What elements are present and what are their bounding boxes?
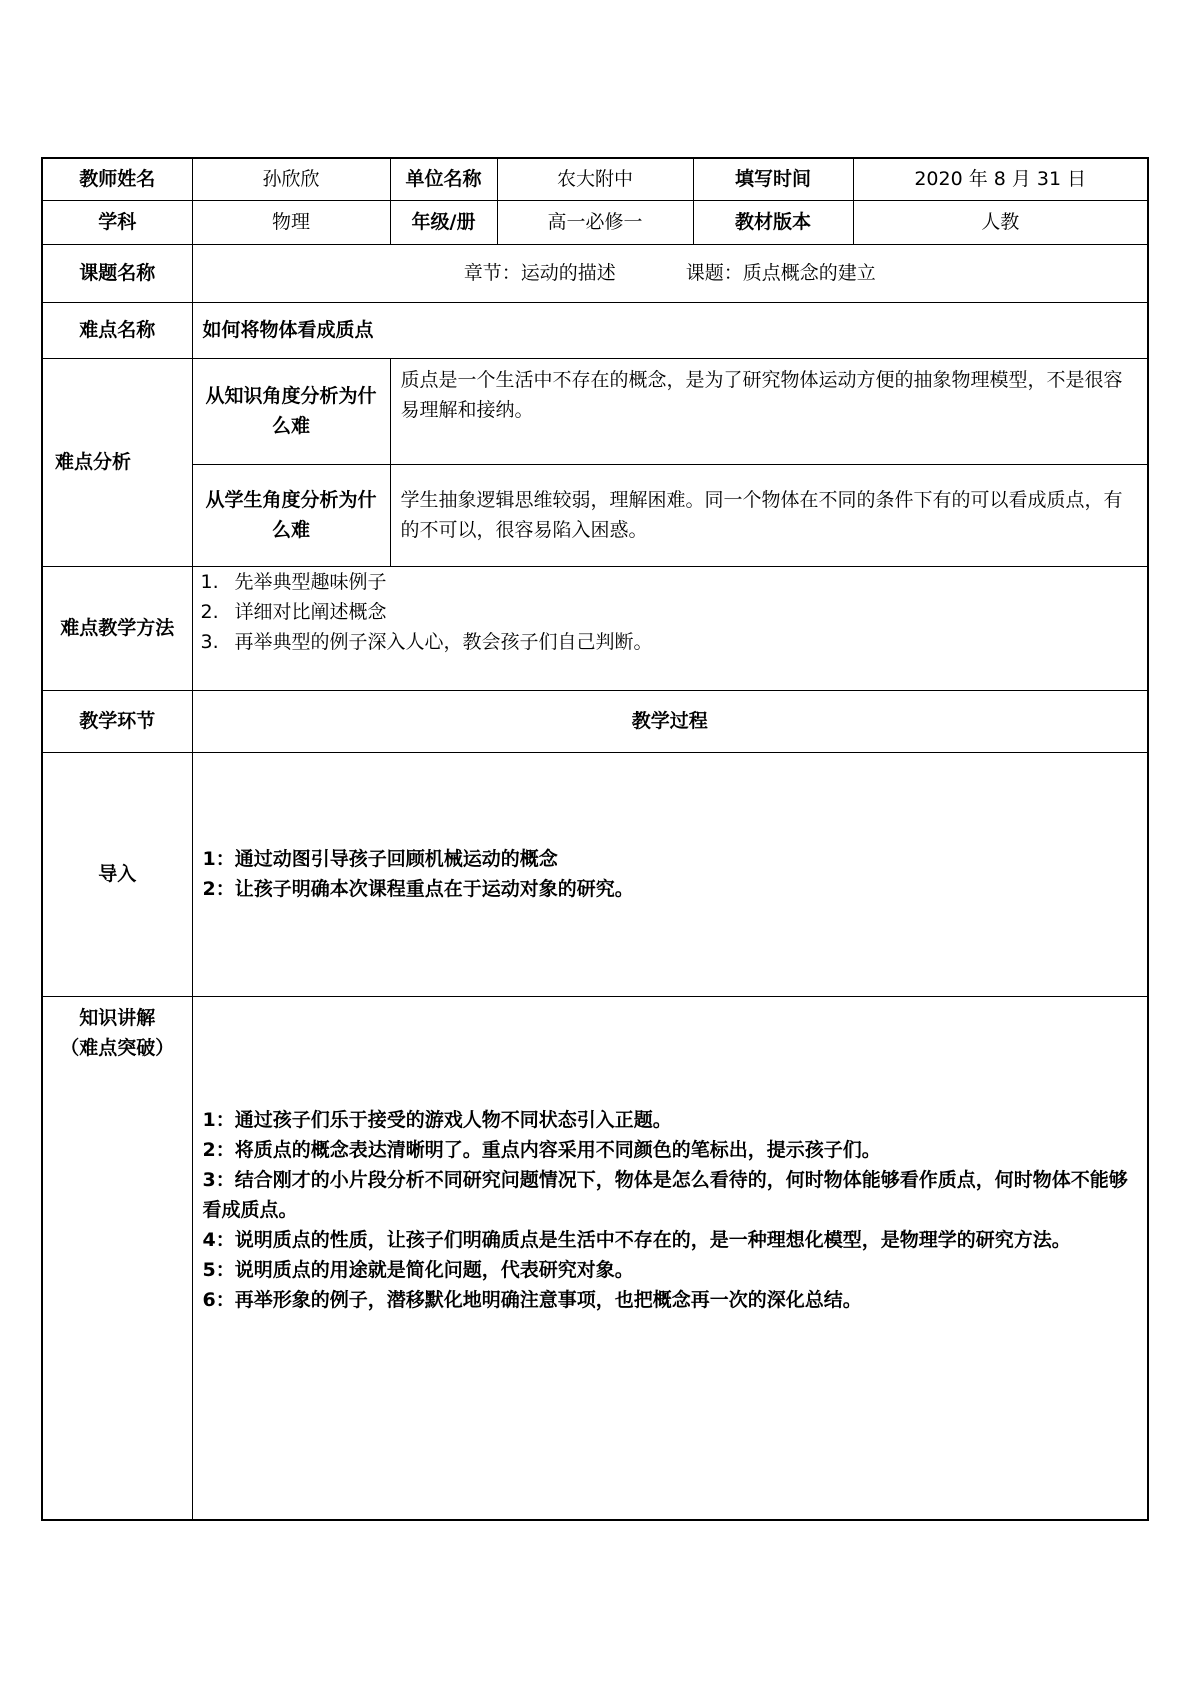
- topic-row: [42, 244, 1148, 302]
- list-item: [193, 627, 1144, 657]
- student-angle-text: 学生抽象逻辑思维较弱，理解困难。同一个物体在不同的条件下有的可以看成质点，有的不可以，很容易陷入困惑。: [390, 464, 1148, 566]
- explain-label-line-2: （难点突破）: [60, 1036, 175, 1059]
- subject-value: 物理: [192, 200, 390, 244]
- explain-content: [192, 996, 1148, 1520]
- method-row: [42, 566, 1148, 690]
- analysis-knowledge-row: [42, 358, 1148, 464]
- teacher-value: 孙欣欣: [192, 158, 390, 200]
- method-list: [192, 566, 1148, 690]
- date-label: 填写时间: [693, 158, 853, 200]
- grade-value: 高一必修一: [497, 200, 693, 244]
- explain-line-5: 5：说明质点的用途就是简化问题，代表研究对象。: [202, 1258, 634, 1281]
- explain-label-line-1: 知识讲解: [79, 1006, 156, 1029]
- analysis-label: 难点分析: [42, 358, 192, 566]
- process-header-row: [42, 690, 1148, 752]
- header-row-1: [42, 158, 1148, 200]
- difficulty-label: 难点名称: [42, 302, 192, 358]
- intro-line-2: 2：让孩子明确本次课程重点在于运动对象的研究。: [202, 878, 634, 900]
- method-item-2-text: 详细对比阐述概念: [234, 600, 387, 623]
- lesson-plan-table: [41, 157, 1149, 1521]
- explain-line-2: 2：将质点的概念表达清晰明了。重点内容采用不同颜色的笔标出，提示孩子们。: [202, 1138, 881, 1161]
- list-item: [193, 597, 1144, 627]
- explain-line-4: 4：说明质点的性质，让孩子们明确质点是生活中不存在的，是一种理想化模型，是物理学的研究方法。: [202, 1228, 1071, 1251]
- header-row-2: [42, 200, 1148, 244]
- unit-label: 单位名称: [390, 158, 497, 200]
- chapter-text: 章节：运动的描述: [463, 262, 616, 284]
- teacher-label: 教师姓名: [42, 158, 192, 200]
- topic-label: 课题名称: [42, 244, 192, 302]
- difficulty-row: [42, 302, 1148, 358]
- student-angle-label: 从学生角度分析为什么难: [192, 464, 390, 566]
- method-item-1-num: 1.: [200, 570, 219, 593]
- edition-value: 人教: [853, 200, 1148, 244]
- explain-line-1: 1：通过孩子们乐于接受的游戏人物不同状态引入正题。: [202, 1108, 672, 1131]
- subject-label: 学科: [42, 200, 192, 244]
- intro-label: 导入: [42, 752, 192, 996]
- method-label: 难点教学方法: [42, 566, 192, 690]
- intro-content: [192, 752, 1148, 996]
- method-item-1-text: 先举典型趣味例子: [234, 570, 387, 593]
- grade-label: 年级/册: [390, 200, 497, 244]
- topic-value: [192, 244, 1148, 302]
- method-item-3-text: 再举典型的例子深入人心，教会孩子们自己判断。: [234, 630, 653, 653]
- stage-header: 教学环节: [42, 690, 192, 752]
- intro-line-1: 1：通过动图引导孩子回顾机械运动的概念: [202, 848, 558, 870]
- intro-row: [42, 752, 1148, 996]
- process-header: 教学过程: [192, 690, 1148, 752]
- edition-label: 教材版本: [693, 200, 853, 244]
- explain-label: [42, 996, 192, 1520]
- difficulty-value: 如何将物体看成质点: [192, 302, 1148, 358]
- unit-value: 农大附中: [497, 158, 693, 200]
- list-item: [193, 567, 1144, 597]
- method-item-2-num: 2.: [200, 600, 219, 623]
- analysis-student-row: [42, 464, 1148, 566]
- date-value: 2020 年 8 月 31 日: [853, 158, 1148, 200]
- explain-row: [42, 996, 1148, 1520]
- explain-line-3: 3：结合刚才的小片段分析不同研究问题情况下，物体是怎么看待的，何时物体能够看作质点，何时物体不能够看成质点。: [202, 1168, 1128, 1221]
- knowledge-angle-label: 从知识角度分析为什么难: [192, 358, 390, 464]
- lesson-text: 课题：质点概念的建立: [685, 262, 876, 284]
- knowledge-angle-text: 质点是一个生活中不存在的概念，是为了研究物体运动方便的抽象物理模型，不是很容易理解和接纳。: [390, 358, 1148, 464]
- method-item-3-num: 3.: [200, 630, 219, 653]
- explain-line-6: 6：再举形象的例子，潜移默化地明确注意事项，也把概念再一次的深化总结。: [202, 1288, 862, 1311]
